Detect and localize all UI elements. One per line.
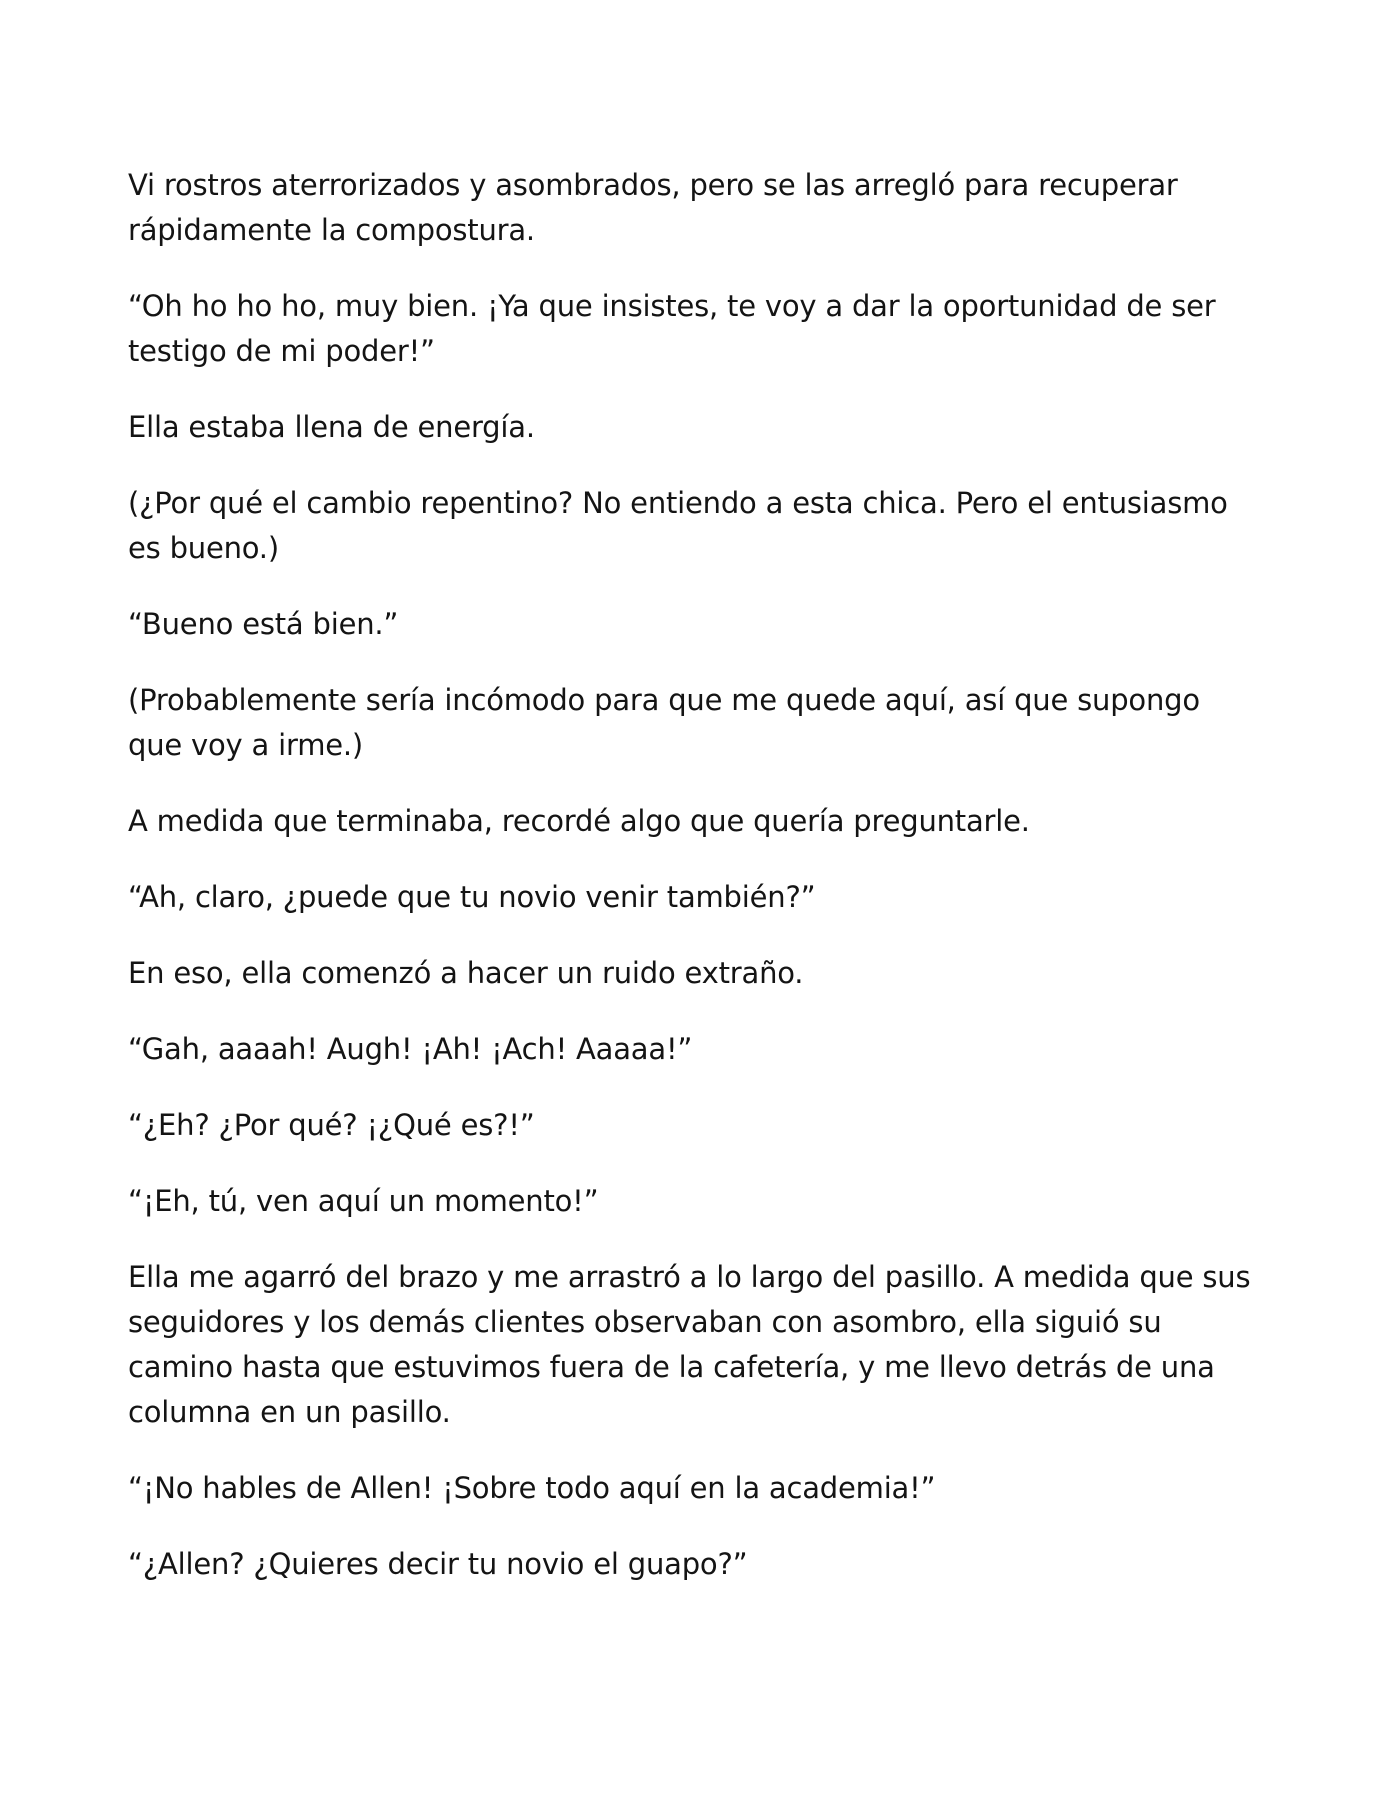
paragraph: “¡No hables de Allen! ¡Sobre todo aquí en la academia!” (128, 1471, 936, 1505)
paragraph: A medida que terminaba, recordé algo que quería preguntarle. (128, 804, 1030, 838)
paragraph: (¿Por qué el cambio repentino? No entiendo a esta chica. Pero el entusiasmo es bueno.) (128, 486, 1228, 565)
paragraph: Ella me agarró del brazo y me arrastró a lo largo del pasillo. A medida que sus seguidores y los demás clientes observaban con asombro, ella siguió su camino hasta que estuvimos fuera de la cafetería, y me llevo detrás de una columna en un pasillo. (128, 1260, 1251, 1429)
paragraph: En eso, ella comenzó a hacer un ruido extraño. (128, 956, 804, 990)
document-page (128, 163, 1258, 1618)
paragraph: “Gah, aaaah! Augh! ¡Ah! ¡Ach! Aaaaa!” (128, 1032, 693, 1066)
paragraph: Vi rostros aterrorizados y asombrados, pero se las arregló para recuperar rápidamente la compostura. (128, 168, 1178, 247)
paragraph: “¿Eh? ¿Por qué? ¡¿Qué es?!” (128, 1108, 535, 1142)
paragraph: “¿Allen? ¿Quieres decir tu novio el guapo?” (128, 1547, 748, 1581)
paragraph: (Probablemente sería incómodo para que me quede aquí, así que supongo que voy a irme.) (128, 683, 1200, 762)
paragraph: “¡Eh, tú, ven aquí un momento!” (128, 1184, 599, 1218)
paragraph: “Ah, claro, ¿puede que tu novio venir también?” (128, 880, 816, 914)
paragraph: “Oh ho ho ho, muy bien. ¡Ya que insistes, te voy a dar la oportunidad de ser testigo de mi poder!” (128, 289, 1216, 368)
paragraph: Ella estaba llena de energía. (128, 410, 535, 444)
paragraph: “Bueno está bien.” (128, 607, 399, 641)
